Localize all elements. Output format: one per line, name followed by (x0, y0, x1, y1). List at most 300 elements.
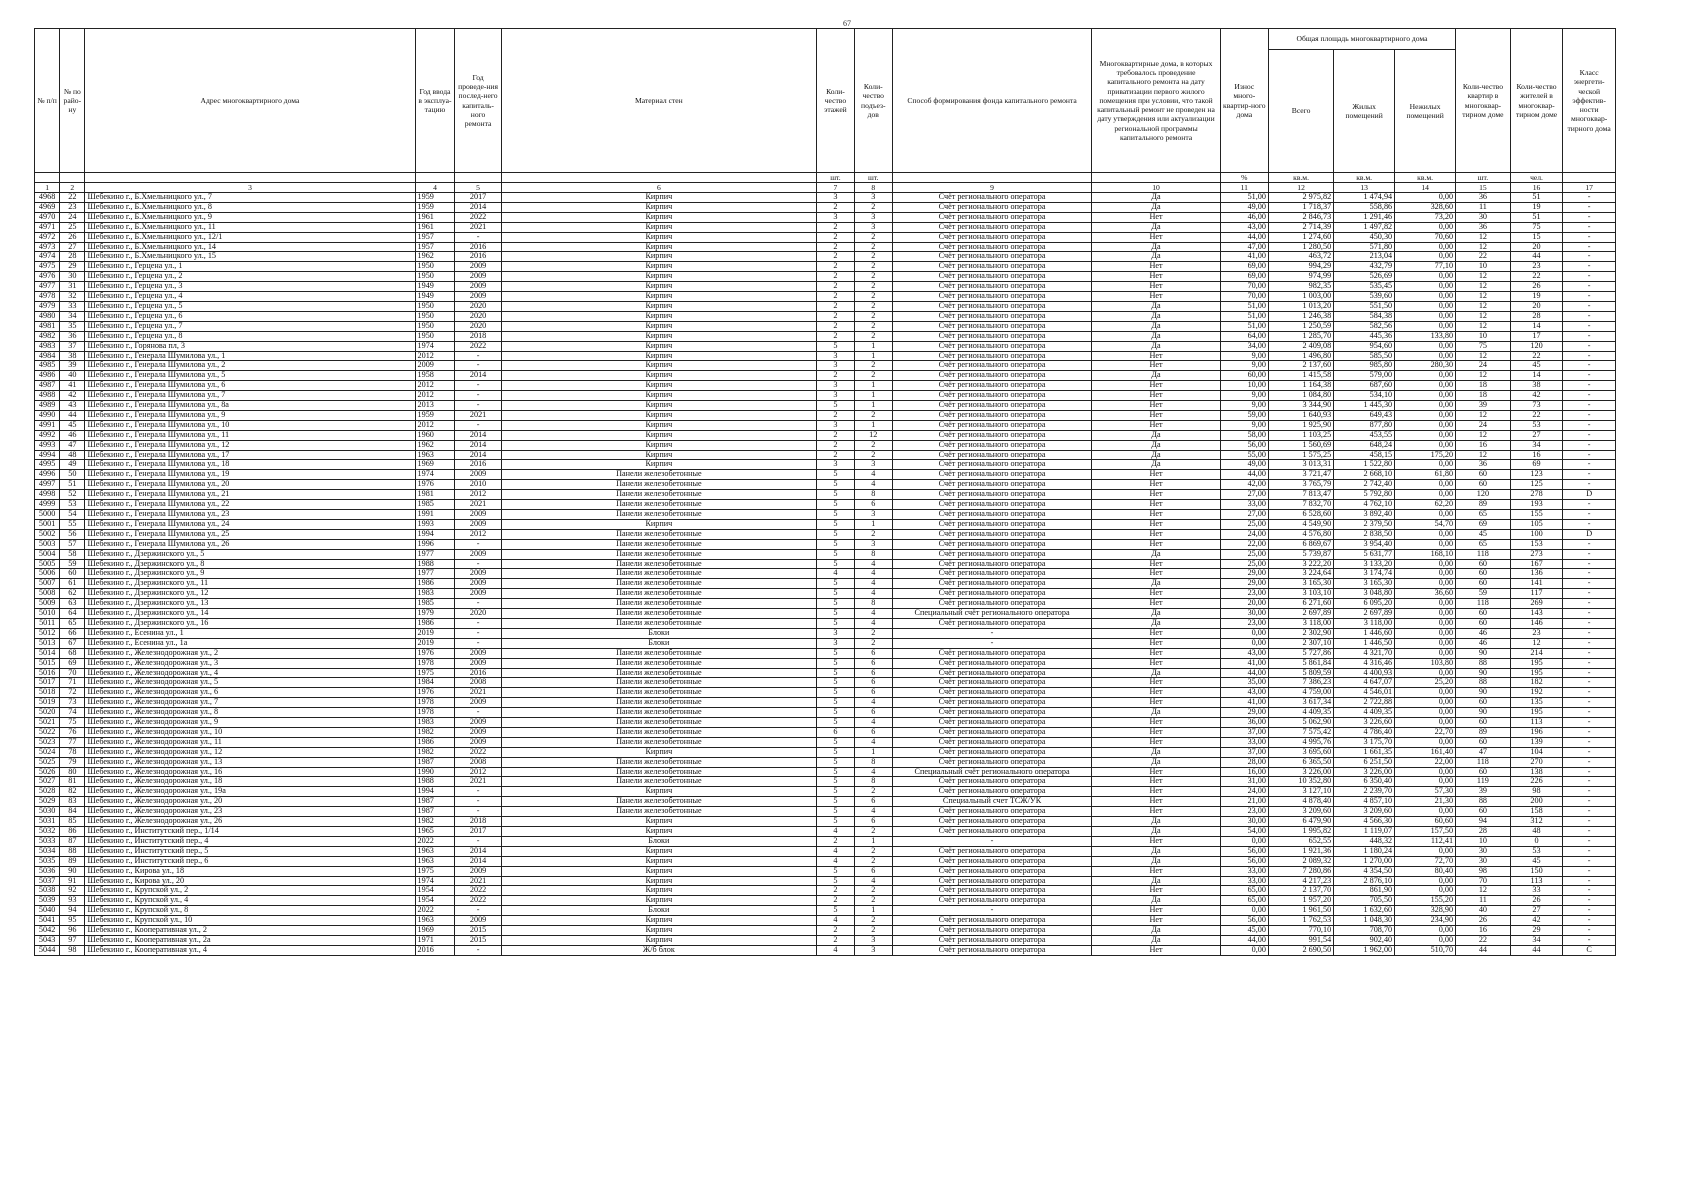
cell-residents: 146 (1510, 618, 1563, 628)
cell-walls: Кирпич (501, 886, 816, 896)
cell-district-num: 46 (60, 430, 85, 440)
table-row (35, 420, 1616, 430)
column-number-cell: 2 (60, 183, 85, 193)
cell-walls: Панели железобетонные (501, 559, 816, 569)
cell-area-living: 1 962,00 (1334, 945, 1395, 955)
cell-year-built: 1982 (415, 727, 455, 737)
cell-residents: 273 (1510, 549, 1563, 559)
cell-address: Шебекино г., Железнодорожная ул., 23 (85, 807, 415, 817)
cell-area-living: 2 239,70 (1334, 787, 1395, 797)
cell-apartments: 60 (1456, 807, 1511, 817)
cell-area-living: 558,86 (1334, 202, 1395, 212)
cell-area-nonliving: 0,00 (1395, 718, 1456, 728)
cell-area-nonliving: 0,00 (1395, 480, 1456, 490)
cell-area-living: 4 566,30 (1334, 817, 1395, 827)
cell-residents: 123 (1510, 470, 1563, 480)
unit-cell (892, 173, 1092, 183)
cell-entrances: 3 (854, 460, 892, 470)
cell-entrances: 2 (854, 827, 892, 837)
cell-wear: 29,00 (1220, 569, 1268, 579)
cell-apartments: 60 (1456, 767, 1511, 777)
cell-num: 4979 (35, 301, 60, 311)
cell-entrances: 1 (854, 341, 892, 351)
cell-needed-repair: Нет (1092, 519, 1220, 529)
cell-last-repair: 2009 (455, 262, 501, 272)
unit-cell: шт. (854, 173, 892, 183)
cell-area-total: 1 250,59 (1268, 321, 1333, 331)
cell-address: Шебекино г., Генерала Шумилова ул., 17 (85, 450, 415, 460)
cell-num: 4992 (35, 430, 60, 440)
cell-area-total: 5 727,86 (1268, 648, 1333, 658)
cell-num: 5023 (35, 737, 60, 747)
cell-area-total: 3 344,90 (1268, 401, 1333, 411)
cell-address: Шебекино г., Железнодорожная ул., 11 (85, 737, 415, 747)
cell-address: Шебекино г., Б.Хмельницкого ул., 7 (85, 193, 415, 203)
cell-area-total: 1 640,93 (1268, 410, 1333, 420)
cell-floors: 5 (817, 678, 855, 688)
table-row (35, 202, 1616, 212)
cell-area-living: 1 445,30 (1334, 401, 1395, 411)
column-number-cell: 15 (1456, 183, 1511, 193)
cell-year-built: 1950 (415, 321, 455, 331)
cell-entrances: 2 (854, 321, 892, 331)
cell-area-total: 4 759,00 (1268, 688, 1333, 698)
cell-area-living: 2 697,89 (1334, 609, 1395, 619)
cell-num: 4995 (35, 460, 60, 470)
cell-last-repair: 2020 (455, 301, 501, 311)
cell-needed-repair: Да (1092, 549, 1220, 559)
cell-last-repair: 2009 (455, 292, 501, 302)
cell-apartments: 88 (1456, 797, 1511, 807)
cell-wear: 43,00 (1220, 648, 1268, 658)
cell-wear: 16,00 (1220, 767, 1268, 777)
table-row (35, 945, 1616, 955)
cell-energy-class: - (1563, 272, 1616, 282)
cell-walls: Блоки (501, 638, 816, 648)
cell-area-living: 582,56 (1334, 321, 1395, 331)
cell-energy-class: - (1563, 846, 1616, 856)
cell-fund: Счёт регионального оператора (892, 589, 1092, 599)
cell-walls: Панели железобетонные (501, 718, 816, 728)
cell-address: Шебекино г., Железнодорожная ул., 13 (85, 757, 415, 767)
cell-area-total: 1 575,25 (1268, 450, 1333, 460)
cell-floors: 5 (817, 490, 855, 500)
cell-district-num: 47 (60, 440, 85, 450)
cell-district-num: 30 (60, 272, 85, 282)
cell-energy-class: - (1563, 202, 1616, 212)
cell-area-living: 1 119,07 (1334, 827, 1395, 837)
cell-area-total: 2 307,10 (1268, 638, 1333, 648)
cell-area-living: 4 857,10 (1334, 797, 1395, 807)
cell-needed-repair: Да (1092, 440, 1220, 450)
cell-energy-class: - (1563, 311, 1616, 321)
cell-apartments: 30 (1456, 856, 1511, 866)
cell-area-total: 4 878,40 (1268, 797, 1333, 807)
cell-apartments: 118 (1456, 599, 1511, 609)
cell-area-nonliving: 22,00 (1395, 757, 1456, 767)
cell-area-total: 2 409,08 (1268, 341, 1333, 351)
cell-area-living: 1 661,35 (1334, 747, 1395, 757)
unit-cell: чел. (1510, 173, 1563, 183)
cell-area-total: 2 137,60 (1268, 361, 1333, 371)
cell-area-total: 994,29 (1268, 262, 1333, 272)
cell-year-built: 1993 (415, 519, 455, 529)
cell-wear: 22,00 (1220, 539, 1268, 549)
page-number: 67 (843, 19, 851, 28)
cell-floors: 2 (817, 282, 855, 292)
column-number-cell: 12 (1268, 183, 1333, 193)
cell-entrances: 6 (854, 688, 892, 698)
cell-residents: 139 (1510, 737, 1563, 747)
table-row (35, 321, 1616, 331)
cell-energy-class: - (1563, 212, 1616, 222)
cell-walls: Кирпич (501, 916, 816, 926)
cell-area-nonliving: 0,00 (1395, 935, 1456, 945)
cell-residents: 113 (1510, 718, 1563, 728)
cell-energy-class: - (1563, 480, 1616, 490)
cell-area-living: 5 792,80 (1334, 490, 1395, 500)
cell-residents: 138 (1510, 767, 1563, 777)
cell-walls: Панели железобетонные (501, 797, 816, 807)
cell-apartments: 18 (1456, 391, 1511, 401)
cell-area-total: 7 575,42 (1268, 727, 1333, 737)
table-row (35, 311, 1616, 321)
cell-energy-class: - (1563, 658, 1616, 668)
table-row (35, 361, 1616, 371)
cell-needed-repair: Да (1092, 876, 1220, 886)
header-residents: Коли-чество жителей в многоквар-тирном доме (1510, 29, 1563, 173)
cell-year-built: 1994 (415, 529, 455, 539)
cell-last-repair: 2022 (455, 886, 501, 896)
cell-area-total: 3 103,10 (1268, 589, 1333, 599)
cell-num: 5018 (35, 688, 60, 698)
cell-area-living: 3 118,00 (1334, 618, 1395, 628)
cell-apartments: 75 (1456, 341, 1511, 351)
cell-district-num: 37 (60, 341, 85, 351)
cell-year-built: 1975 (415, 668, 455, 678)
cell-entrances: 1 (854, 401, 892, 411)
cell-needed-repair: Да (1092, 460, 1220, 470)
cell-residents: 196 (1510, 727, 1563, 737)
cell-walls: Кирпич (501, 827, 816, 837)
cell-entrances: 8 (854, 777, 892, 787)
cell-floors: 5 (817, 470, 855, 480)
cell-area-living: 4 647,07 (1334, 678, 1395, 688)
cell-needed-repair: Нет (1092, 886, 1220, 896)
cell-wear: 37,00 (1220, 747, 1268, 757)
cell-entrances: 2 (854, 361, 892, 371)
cell-needed-repair: Нет (1092, 737, 1220, 747)
cell-area-nonliving: 103,80 (1395, 658, 1456, 668)
cell-address: Шебекино г., Генерала Шумилова ул., 26 (85, 539, 415, 549)
cell-area-living: 648,24 (1334, 440, 1395, 450)
cell-last-repair: 2009 (455, 718, 501, 728)
cell-district-num: 48 (60, 450, 85, 460)
cell-last-repair: - (455, 559, 501, 569)
cell-entrances: 2 (854, 638, 892, 648)
cell-walls: Кирпич (501, 817, 816, 827)
cell-last-repair: - (455, 351, 501, 361)
cell-year-built: 1963 (415, 856, 455, 866)
cell-num: 5029 (35, 797, 60, 807)
header-district-num: № по райо-ну (60, 29, 85, 173)
table-row (35, 252, 1616, 262)
cell-district-num: 82 (60, 787, 85, 797)
cell-fund: Счёт регионального оператора (892, 401, 1092, 411)
column-number-cell: 14 (1395, 183, 1456, 193)
cell-area-total: 4 217,23 (1268, 876, 1333, 886)
cell-walls: Панели железобетонные (501, 480, 816, 490)
cell-area-living: 458,15 (1334, 450, 1395, 460)
cell-needed-repair: Да (1092, 817, 1220, 827)
column-number-cell: 11 (1220, 183, 1268, 193)
cell-area-living: 1 522,80 (1334, 460, 1395, 470)
cell-floors: 5 (817, 747, 855, 757)
cell-fund: Счёт регионального оператора (892, 341, 1092, 351)
cell-floors: 5 (817, 698, 855, 708)
cell-district-num: 32 (60, 292, 85, 302)
cell-fund: Счёт регионального оператора (892, 678, 1092, 688)
cell-entrances: 4 (854, 609, 892, 619)
cell-area-total: 1 560,69 (1268, 440, 1333, 450)
cell-wear: 31,00 (1220, 777, 1268, 787)
cell-residents: 14 (1510, 371, 1563, 381)
cell-needed-repair: Да (1092, 856, 1220, 866)
cell-area-living: 571,80 (1334, 242, 1395, 252)
cell-needed-repair: Да (1092, 341, 1220, 351)
cell-entrances: 2 (854, 787, 892, 797)
cell-district-num: 70 (60, 668, 85, 678)
cell-year-built: 2012 (415, 351, 455, 361)
cell-floors: 4 (817, 569, 855, 579)
cell-wear: 41,00 (1220, 658, 1268, 668)
cell-last-repair: - (455, 420, 501, 430)
cell-address: Шебекино г., Железнодорожная ул., 2 (85, 648, 415, 658)
table-row (35, 896, 1616, 906)
table-row (35, 846, 1616, 856)
table-row (35, 430, 1616, 440)
cell-fund: Счёт регионального оператора (892, 727, 1092, 737)
cell-year-built: 1976 (415, 688, 455, 698)
cell-needed-repair: Нет (1092, 836, 1220, 846)
cell-floors: 4 (817, 916, 855, 926)
cell-energy-class: - (1563, 410, 1616, 420)
cell-area-nonliving: 0,00 (1395, 559, 1456, 569)
cell-address: Шебекино г., Железнодорожная ул., 10 (85, 727, 415, 737)
cell-address: Шебекино г., Есенина ул., 1 (85, 628, 415, 638)
cell-fund: - (892, 906, 1092, 916)
cell-last-repair: 2021 (455, 876, 501, 886)
cell-entrances: 4 (854, 470, 892, 480)
cell-address: Шебекино г., Дзержинского ул., 11 (85, 579, 415, 589)
cell-walls: Панели железобетонные (501, 618, 816, 628)
cell-district-num: 35 (60, 321, 85, 331)
cell-needed-repair: Да (1092, 609, 1220, 619)
cell-address: Шебекино г., Генерала Шумилова ул., 22 (85, 500, 415, 510)
cell-wear: 34,00 (1220, 341, 1268, 351)
cell-last-repair: - (455, 836, 501, 846)
cell-area-nonliving: 510,70 (1395, 945, 1456, 955)
cell-last-repair: 2009 (455, 589, 501, 599)
cell-wear: 25,00 (1220, 519, 1268, 529)
cell-apartments: 60 (1456, 569, 1511, 579)
cell-walls: Кирпич (501, 242, 816, 252)
cell-area-living: 6 350,40 (1334, 777, 1395, 787)
cell-energy-class: C (1563, 945, 1616, 955)
cell-entrances: 6 (854, 678, 892, 688)
cell-walls: Кирпич (501, 410, 816, 420)
cell-floors: 4 (817, 856, 855, 866)
cell-num: 4999 (35, 500, 60, 510)
table-row (35, 599, 1616, 609)
cell-area-nonliving: 0,00 (1395, 638, 1456, 648)
cell-residents: 26 (1510, 282, 1563, 292)
cell-year-built: 1978 (415, 698, 455, 708)
cell-floors: 2 (817, 371, 855, 381)
cell-num: 5028 (35, 787, 60, 797)
table-row (35, 519, 1616, 529)
table-row (35, 559, 1616, 569)
cell-district-num: 68 (60, 648, 85, 658)
cell-area-living: 902,40 (1334, 935, 1395, 945)
cell-area-living: 1 632,60 (1334, 906, 1395, 916)
cell-last-repair: - (455, 906, 501, 916)
cell-apartments: 10 (1456, 262, 1511, 272)
cell-area-nonliving: 0,00 (1395, 569, 1456, 579)
cell-apartments: 89 (1456, 500, 1511, 510)
cell-wear: 44,00 (1220, 232, 1268, 242)
cell-year-built: 1974 (415, 341, 455, 351)
table-row (35, 232, 1616, 242)
cell-area-total: 652,55 (1268, 836, 1333, 846)
cell-district-num: 75 (60, 718, 85, 728)
cell-district-num: 92 (60, 886, 85, 896)
cell-apartments: 12 (1456, 272, 1511, 282)
cell-area-nonliving: 77,10 (1395, 262, 1456, 272)
cell-apartments: 88 (1456, 658, 1511, 668)
cell-wear: 23,00 (1220, 589, 1268, 599)
cell-area-living: 3 226,60 (1334, 718, 1395, 728)
cell-address: Шебекино г., Генерала Шумилова ул., 24 (85, 519, 415, 529)
cell-wear: 37,00 (1220, 727, 1268, 737)
cell-area-nonliving: 0,00 (1395, 460, 1456, 470)
cell-needed-repair: Нет (1092, 916, 1220, 926)
cell-needed-repair: Да (1092, 668, 1220, 678)
cell-area-nonliving: 112,41 (1395, 836, 1456, 846)
cell-apartments: 46 (1456, 638, 1511, 648)
cell-walls: Кирпич (501, 202, 816, 212)
cell-entrances: 6 (854, 708, 892, 718)
cell-address: Шебекино г., Герцена ул., 8 (85, 331, 415, 341)
cell-district-num: 69 (60, 658, 85, 668)
cell-floors: 3 (817, 212, 855, 222)
cell-entrances: 4 (854, 876, 892, 886)
cell-walls: Панели железобетонные (501, 470, 816, 480)
cell-floors: 4 (817, 827, 855, 837)
table-row (35, 916, 1616, 926)
cell-area-nonliving: 54,70 (1395, 519, 1456, 529)
cell-walls: Панели железобетонные (501, 609, 816, 619)
cell-area-living: 2 876,10 (1334, 876, 1395, 886)
cell-num: 5044 (35, 945, 60, 955)
cell-entrances: 2 (854, 371, 892, 381)
cell-num: 5002 (35, 529, 60, 539)
cell-apartments: 45 (1456, 529, 1511, 539)
cell-fund: Счёт регионального оператора (892, 827, 1092, 837)
cell-last-repair: - (455, 381, 501, 391)
cell-last-repair: 2009 (455, 698, 501, 708)
cell-entrances: 1 (854, 381, 892, 391)
table-row (35, 817, 1616, 827)
cell-area-nonliving: 157,50 (1395, 827, 1456, 837)
cell-area-nonliving: 36,60 (1395, 589, 1456, 599)
cell-district-num: 51 (60, 480, 85, 490)
table-row (35, 876, 1616, 886)
cell-residents: 69 (1510, 460, 1563, 470)
cell-needed-repair: Нет (1092, 906, 1220, 916)
cell-area-living: 4 786,40 (1334, 727, 1395, 737)
cell-apartments: 12 (1456, 450, 1511, 460)
cell-wear: 54,00 (1220, 827, 1268, 837)
cell-last-repair: - (455, 539, 501, 549)
cell-wear: 30,00 (1220, 817, 1268, 827)
cell-wear: 9,00 (1220, 351, 1268, 361)
cell-address: Шебекино г., Дзержинского ул., 8 (85, 559, 415, 569)
cell-floors: 4 (817, 846, 855, 856)
cell-area-nonliving: 0,00 (1395, 410, 1456, 420)
cell-fund: Счёт регионального оператора (892, 510, 1092, 520)
cell-energy-class: - (1563, 440, 1616, 450)
cell-residents: 15 (1510, 232, 1563, 242)
cell-area-total: 974,99 (1268, 272, 1333, 282)
cell-district-num: 60 (60, 569, 85, 579)
cell-wear: 49,00 (1220, 460, 1268, 470)
cell-wear: 59,00 (1220, 410, 1268, 420)
cell-apartments: 60 (1456, 718, 1511, 728)
cell-entrances: 2 (854, 896, 892, 906)
cell-wear: 45,00 (1220, 926, 1268, 936)
cell-energy-class: - (1563, 361, 1616, 371)
cell-floors: 5 (817, 787, 855, 797)
cell-apartments: 11 (1456, 896, 1511, 906)
cell-walls: Кирпич (501, 262, 816, 272)
cell-area-total: 1 164,38 (1268, 381, 1333, 391)
cell-area-nonliving: 155,20 (1395, 896, 1456, 906)
cell-num: 5035 (35, 856, 60, 866)
cell-area-living: 985,80 (1334, 361, 1395, 371)
cell-apartments: 90 (1456, 688, 1511, 698)
cell-district-num: 74 (60, 708, 85, 718)
cell-residents: 141 (1510, 579, 1563, 589)
cell-district-num: 53 (60, 500, 85, 510)
cell-residents: 135 (1510, 698, 1563, 708)
cell-last-repair: 2014 (455, 856, 501, 866)
cell-wear: 70,00 (1220, 282, 1268, 292)
cell-energy-class: - (1563, 420, 1616, 430)
cell-walls: Панели железобетонные (501, 539, 816, 549)
cell-area-nonliving: 328,90 (1395, 906, 1456, 916)
cell-energy-class: - (1563, 381, 1616, 391)
column-number-cell: 5 (455, 183, 501, 193)
cell-walls: Кирпич (501, 232, 816, 242)
cell-entrances: 2 (854, 301, 892, 311)
cell-energy-class: - (1563, 519, 1616, 529)
cell-area-nonliving: 0,00 (1395, 222, 1456, 232)
cell-last-repair: 2020 (455, 321, 501, 331)
cell-year-built: 1950 (415, 301, 455, 311)
cell-num: 5026 (35, 767, 60, 777)
cell-apartments: 118 (1456, 549, 1511, 559)
